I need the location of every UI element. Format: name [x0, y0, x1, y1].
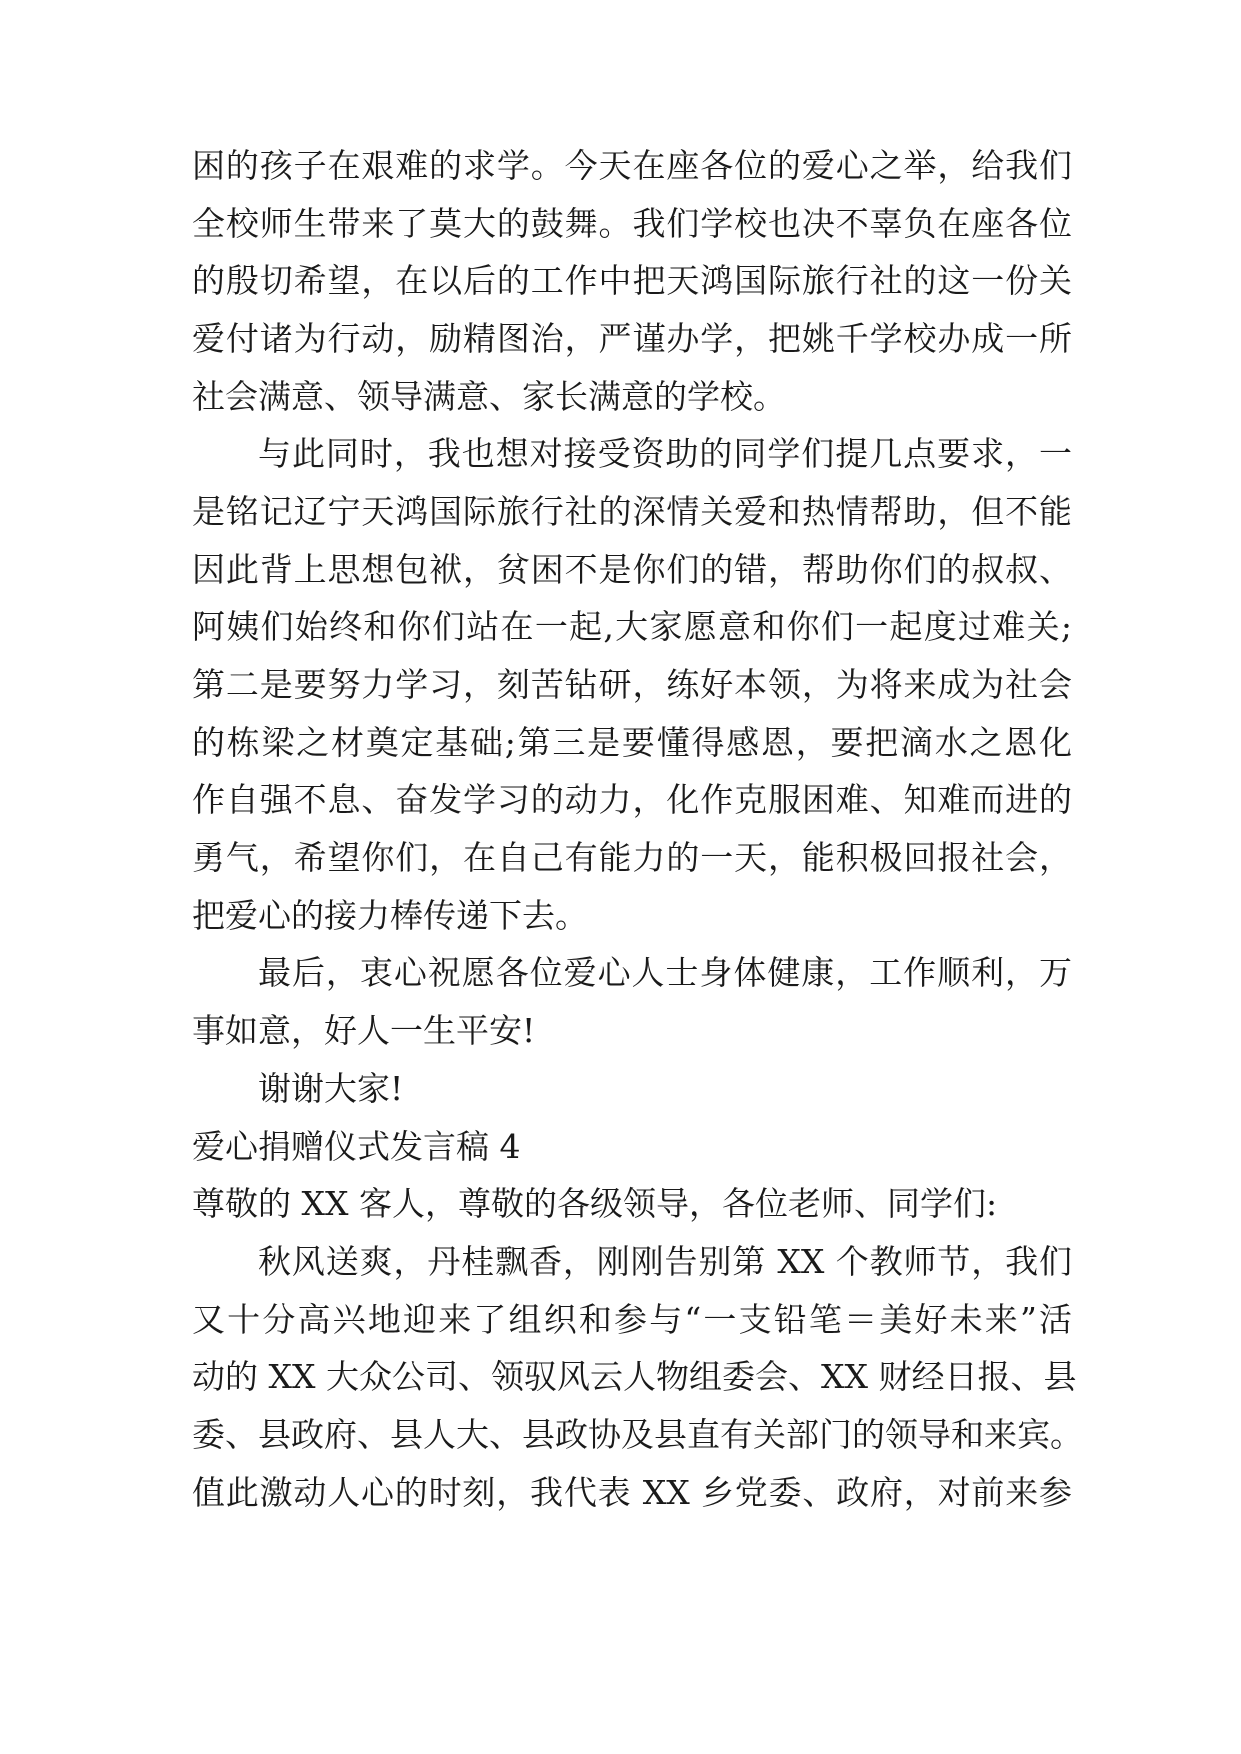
- paragraph-5-line-3: 动的 XX 大众公司、领驭风云人物组委会、XX 财经日报、县: [192, 1357, 1077, 1396]
- paragraph-2-line-6: 的栋梁之材奠定基础;第三是要懂得感恩，要把滴水之恩化: [192, 723, 1072, 762]
- paragraph-1-line-3: 的殷切希望，在以后的工作中把天鸿国际旅行社的这一份关: [192, 261, 1072, 300]
- section-title: 爱心捐赠仪式发言稿 4: [192, 1127, 521, 1166]
- salutation: 尊敬的 XX 客人，尊敬的各级领导，各位老师、同学们:: [192, 1184, 998, 1223]
- paragraph-1-line-5: 社会满意、领导满意、家长满意的学校。: [192, 377, 786, 416]
- paragraph-2-line-8: 勇气，希望你们，在自己有能力的一天，能积极回报社会，: [192, 838, 1072, 877]
- paragraph-3-line-2: 事如意，好人一生平安!: [192, 1011, 536, 1050]
- paragraph-2-line-7: 作自强不息、奋发学习的动力，化作克服困难、知难而进的: [192, 780, 1072, 819]
- paragraph-3-line-1: 最后，衷心祝愿各位爱心人士身体健康，工作顺利，万: [258, 953, 1072, 992]
- paragraph-2-line-9: 把爱心的接力棒传递下去。: [192, 896, 588, 935]
- paragraph-1-line-4: 爱付诸为行动，励精图治，严谨办学，把姚千学校办成一所: [192, 319, 1072, 358]
- paragraph-2-line-2: 是铭记辽宁天鸿国际旅行社的深情关爱和热情帮助，但不能: [192, 492, 1072, 531]
- paragraph-2-line-1: 与此同时，我也想对接受资助的同学们提几点要求，一: [258, 434, 1072, 473]
- paragraph-1-line-2: 全校师生带来了莫大的鼓舞。我们学校也决不辜负在座各位: [192, 204, 1072, 243]
- paragraph-4-line-1: 谢谢大家!: [258, 1069, 404, 1108]
- paragraph-5-line-5: 值此激动人心的时刻，我代表 XX 乡党委、政府，对前来参: [192, 1473, 1072, 1512]
- paragraph-5-line-1: 秋风送爽，丹桂飘香，刚刚告别第 XX 个教师节，我们: [258, 1242, 1072, 1281]
- paragraph-2-line-4: 阿姨们始终和你们站在一起,大家愿意和你们一起度过难关;: [192, 607, 1072, 646]
- paragraph-1-line-1: 困的孩子在艰难的求学。今天在座各位的爱心之举，给我们: [192, 146, 1072, 185]
- paragraph-5-line-4: 委、县政府、县人大、县政协及县直有关部门的领导和来宾。: [192, 1415, 1083, 1454]
- paragraph-2-line-3: 因此背上思想包袱，贫困不是你们的错，帮助你们的叔叔、: [192, 550, 1072, 589]
- paragraph-5-line-2: 又十分高兴地迎来了组织和参与“一支铅笔＝美好未来”活: [192, 1300, 1072, 1339]
- paragraph-2-line-5: 第二是要努力学习，刻苦钻研，练好本领，为将来成为社会: [192, 665, 1072, 704]
